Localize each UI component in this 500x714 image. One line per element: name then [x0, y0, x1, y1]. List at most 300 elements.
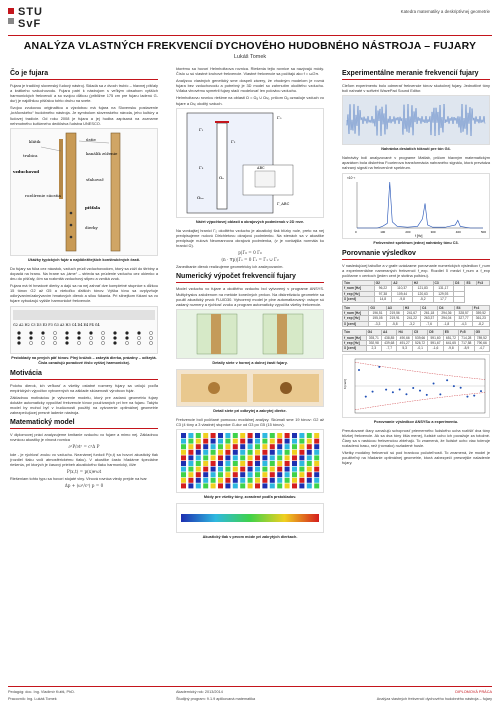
table-cell: -4,7 — [474, 346, 489, 351]
mode-cell — [181, 467, 186, 472]
spectrum-chart — [342, 173, 490, 239]
mode-cell — [277, 456, 282, 461]
mode-cell — [277, 478, 282, 483]
mode-cell — [211, 456, 216, 461]
table-header-cell: C4 — [421, 305, 438, 310]
poster-title: ANALÝZA VLASTNÝCH FREKVENCIÍ DYCHOVÉHO HUDOBNÉHO NÁSTROJA – FUJARY — [23, 40, 477, 52]
mode-cell — [255, 450, 260, 455]
mode-cell — [307, 472, 312, 477]
paragraph: Základnou motiváciou je vytvorenie modelu, ktorý pre zadanú geometriu fujary dokáže automaticky vypočítať frekvencie tónov používaných pri hre na fujaru. Takýto model by mohol byť v budúcnosti použitý na vytvorenie optimálnej geometrie zabezpečujúcej presné ladenie nástroja. — [10, 394, 158, 416]
table-cell: -3,3 — [369, 321, 386, 326]
mode-cell — [314, 484, 319, 489]
table-cell: 490,66 — [397, 335, 412, 340]
table-cell: 294,04 — [438, 316, 455, 321]
logo-square-1 — [8, 8, 14, 14]
mode-cell — [262, 444, 267, 449]
mode-cell — [240, 444, 245, 449]
mode-cell — [188, 433, 193, 438]
paragraph: Model vzduchu vo fujare a okolitého vzduchu bol vytvorený v programe ANSYS. Multiphysics založenom na metóde konečných prvkov. Na diskretizáciu geometrie sa použil akustický prvok FLUID30. Vytvorený model je plne automatizovaný: vstupe sú zadaný rozmery a rýchlosť zvuku a program automaticky vypočíta všetky frekvencie. — [176, 286, 324, 307]
label-gamma1: Γ₁ — [199, 126, 204, 132]
mode-cell — [248, 472, 253, 477]
mode-cell — [292, 433, 297, 438]
table-cell: 5,3 — [397, 346, 412, 351]
table-cell: 261,18 — [421, 310, 438, 315]
paragraph: Riešeniam tohto typu sa hovorí stojaté vlny. Vlnová rovnica vtedy prejde na tvar — [10, 475, 147, 481]
table-header-cell: G4 — [366, 330, 381, 335]
mode-cell — [233, 467, 238, 472]
table-cell: 651,72 — [443, 335, 458, 340]
table-cell: -1,6 — [428, 346, 443, 351]
mode-cell — [299, 439, 304, 444]
data-point — [433, 382, 435, 384]
table-cell — [454, 297, 465, 302]
mode-cell — [270, 439, 275, 444]
author: Lukáš Tomek — [233, 54, 267, 60]
paragraph: V diplomovej práci analyzujeme kmitanie vzduchu vo fujare a mimo nej. Základnou rovnicou akustiky je vlnová rovnica — [10, 432, 158, 443]
mode-cell — [307, 433, 312, 438]
table-header-cell: E5 — [443, 330, 458, 335]
mode-cell — [240, 450, 245, 455]
comparison-svg — [343, 355, 489, 417]
mode-cell — [314, 478, 319, 483]
table-row — [343, 346, 490, 351]
table-cell: 96,22 — [374, 286, 392, 291]
footer-program: Študijný program: 9.1.9 aplikovaná matematika — [176, 697, 256, 701]
data-point — [446, 379, 448, 381]
data-point — [358, 369, 360, 371]
paragraph: Svojou zvukovou originalitou a výzdobou má fujara na Slovensku postavenie „kráľovského“ hudobného nástroja. Je symbolom slovenského národa, jeho kultúry a ľudovej tradície. Od roku 2008 je fujara a jej hudba zapísaná na zozname nehmotného kultúrneho dedičstva ľudstva UNESCO. — [10, 105, 158, 126]
mode-cell — [188, 467, 193, 472]
mode-cell — [314, 467, 319, 472]
logo-line-1: STU — [18, 6, 43, 18]
label-rozsirenie: rozšírenie súostia — [25, 192, 61, 198]
mode-cell — [255, 461, 260, 466]
table-cell: δ [cent] — [343, 297, 375, 302]
mode-cell — [211, 478, 216, 483]
table-cell: 439,68 — [382, 341, 397, 346]
mode-cell — [277, 439, 282, 444]
spectrum-line — [357, 182, 483, 228]
mode-cell — [255, 439, 260, 444]
data-point — [412, 387, 414, 389]
mode-cell — [188, 472, 193, 477]
recording-figure — [342, 95, 490, 145]
pressure-image — [177, 504, 323, 532]
label-gamma2: Γ₂ — [231, 138, 236, 144]
label-abc: ABC — [257, 165, 265, 170]
caption: Prstoklady na prvých päť tónov. Plný krúžok – zakrytá dierka, prázdny – odkrytá. Čísla označujú poradové číslo vyššej harmonickej. — [11, 355, 157, 365]
mode-cell — [270, 467, 275, 472]
mode-cell — [262, 456, 267, 461]
heading-porovnanie: Porovnanie výsledkov — [342, 249, 490, 260]
table-cell: -8,2 — [472, 321, 489, 326]
mode-cell — [225, 461, 230, 466]
mode-cell — [203, 439, 208, 444]
caption: Ukážky typických fujár a najdôležitejších konštrukčných častí. — [27, 257, 141, 262]
table-header-cell: D3 — [454, 280, 465, 285]
mode-cell — [277, 461, 282, 466]
mode-cell — [196, 450, 201, 455]
mode-cell — [270, 433, 275, 438]
table-cell: 109,44 — [392, 291, 413, 296]
table-cell: -7,6 — [421, 321, 438, 326]
data-point — [473, 394, 475, 396]
data-point — [466, 395, 468, 397]
caption: Nahrávka desiatich tóknutí pre tón G4. — [381, 147, 451, 152]
data-point — [372, 390, 374, 392]
heading-motivacia: Motivácia — [10, 369, 158, 380]
mode-cell — [203, 444, 208, 449]
mode-cell — [181, 444, 186, 449]
mode-cell — [248, 478, 253, 483]
mode-cell — [225, 484, 230, 489]
logo-line-2: SvF — [18, 18, 42, 30]
mode-cell — [270, 444, 275, 449]
mode-cell — [299, 456, 304, 461]
results-table-1 — [342, 280, 490, 303]
mode-cell — [218, 444, 223, 449]
mode-cell — [285, 450, 290, 455]
mode-cell — [255, 444, 260, 449]
mode-cell — [262, 472, 267, 477]
waveform-image — [343, 96, 489, 144]
mode-cell — [299, 467, 304, 472]
table-header-cell: H2 — [412, 280, 433, 285]
paragraph: Fujara má tri hmatové dierky a dajú sa na nej zahrať dve kompletné stupnice s dĺžkou 15 tónov G2 až G5 a niekoľko ďalších tónov. Výška tónu sa ovplyvňuje odkrývaním/zakrývaním hmatových dierok a silou fúkania. Pri silnejšom fúkaní sa vo fujare vybudzujú vyššie harmonické frekvencie. — [10, 283, 158, 304]
table-cell: 789,52 — [474, 335, 489, 340]
table-cell: 129,93 — [433, 291, 454, 296]
mode-cell — [292, 444, 297, 449]
data-point — [426, 394, 428, 396]
lower-threshold-line — [355, 392, 485, 409]
mode-cell — [277, 450, 282, 455]
paragraph: Do fujary sa fúka cez náustok, vzduch prúdi vzduchovodom, ktorý sa zúži do štrbiny a dopadá na hranu. Na hrane sa „láme“ – strieda sa prúdenie vzduchu cez okienko a dnu do píšťaly, čím sa rozkmitá vzduchový stĺpec a vzniká zvuk. — [10, 265, 158, 282]
table-cell: 328,57 — [455, 310, 472, 315]
label-stahovac: sťahovač — [86, 176, 104, 182]
mode-cell — [225, 439, 230, 444]
mode-cell — [277, 484, 282, 489]
mode-cell — [218, 433, 223, 438]
mode-cell — [248, 444, 253, 449]
mode-cell — [188, 439, 193, 444]
table-header-cell: Tón — [343, 330, 367, 335]
mode-cell — [181, 461, 186, 466]
table-cell: f_exp [Hz] — [343, 291, 375, 296]
label-kanalik: kanálik zúženie — [86, 150, 118, 156]
mode-cell — [255, 456, 260, 461]
table-header-cell: G3 — [369, 305, 386, 310]
mode-cell — [248, 439, 253, 444]
mesh-holes-figure — [176, 369, 324, 407]
table-cell: -3,2 — [403, 321, 420, 326]
label-omega-a: Ωₐ — [219, 174, 224, 180]
heading-numericky-vypocet: Numerický výpočet frekvencií fujary — [176, 272, 324, 283]
mode-cell — [203, 461, 208, 466]
caption: Detaily siete v hornej a dolnej časti fujary. — [212, 360, 288, 365]
table-header-cell: C3 — [433, 280, 454, 285]
table-cell: 491,27 — [397, 341, 412, 346]
mode-cell — [314, 444, 319, 449]
mode-cell — [262, 461, 267, 466]
mode-cell — [211, 461, 216, 466]
table-cell: 17,7 — [433, 297, 454, 302]
mode-cell — [203, 467, 208, 472]
mode-cell — [218, 484, 223, 489]
mode-cell — [218, 439, 223, 444]
mode-cell — [307, 450, 312, 455]
table-cell: f_num [Hz] — [343, 286, 375, 291]
mode-cell — [233, 484, 238, 489]
mode-cell — [211, 450, 216, 455]
fujara-parts-figure — [10, 128, 158, 256]
table-cell: 393,71 — [366, 335, 381, 340]
mode-cell — [240, 478, 245, 483]
mode-cell — [218, 467, 223, 472]
table-header-cell: A2 — [392, 280, 413, 285]
mode-cell — [262, 467, 267, 472]
heading-experiment: Experimentálne meranie frekvencií fujary — [342, 69, 490, 80]
mode-cell — [285, 478, 290, 483]
mode-cell — [188, 444, 193, 449]
results-table-2 — [342, 305, 490, 328]
table-cell: -5,2 — [412, 297, 433, 302]
caption: Detail siete pri odkrytej a zakrytej dierke. — [213, 408, 287, 413]
paragraph: Frekvencie boli počítané pomocou modálnej analýzy. Skúmali sme 19 tónov: G2 až C3 (4 tóny a 3 vlastné) stupnice G-dur od G3 po G5 (15 tónov). — [176, 416, 324, 428]
spectrum-svg — [343, 174, 489, 238]
footer-rule — [8, 686, 492, 687]
paragraph: kde - je rýchlosť zvuku vo vzduchu. Neznámej funkcii P(x,t) sa hovorí akustický tlak (rozdiel tlaku voči atmosférickému tlaku). V akustike často hľadáme špeciálne riešenia, pri ktorých je časový priebeh akustického tlaku harmonický, čiže — [10, 451, 158, 467]
table-cell: δ [cent] — [343, 321, 369, 326]
logo-square-2 — [8, 18, 14, 24]
mode-cell — [225, 478, 230, 483]
table-cell: 591,67 — [428, 341, 443, 346]
data-point — [419, 389, 421, 391]
mode-cell — [248, 484, 253, 489]
data-point — [439, 393, 441, 395]
spectrum-xlabel: f [Hz] — [415, 233, 423, 238]
mode-cell — [233, 472, 238, 477]
mode-cell — [196, 439, 201, 444]
equation-harmonic: P(x,t) = p(x)eⁱωt — [66, 468, 102, 474]
mode-cell — [211, 467, 216, 472]
mode-cell — [196, 484, 201, 489]
table-header-cell: D5 — [428, 330, 443, 335]
heading-matematicky-model: Matematický model — [10, 418, 158, 429]
mode-cell — [292, 461, 297, 466]
mode-cell — [196, 456, 201, 461]
data-point — [453, 385, 455, 387]
paragraph: Polohu dierok, ich veľkosť a všetky ostatné rozmery fujary sa určujú podľa empirických výpočtov vytvorených na základe skúseností výrobcov fujár. — [10, 382, 158, 393]
paragraph: Na vonkajšej hranici Γ₀ okolitého vzduchu je akustický tlak blízky nule, preto na nej predpisujeme nulovú Dirichletovu okrajovú podmienku. Na stenách sa v akustike predpisuje nulová Neumannova okrajová podmienka, (v je vonkajšia normála ku hranici Ω). — [176, 227, 324, 249]
mode-cell — [203, 450, 208, 455]
table-cell: 327,77 — [455, 316, 472, 321]
mode-cell — [262, 439, 267, 444]
mode-cell — [225, 450, 230, 455]
mode-cell — [240, 461, 245, 466]
mode-cell — [277, 433, 282, 438]
label-ustie: ústie — [86, 136, 96, 142]
data-point — [385, 388, 387, 390]
mode-cell — [292, 467, 297, 472]
paragraph: Cieľom experimentu bolo odmerať frekvencie tónov skutočnej fujary. Jednotlivé tóny boli nahraté v softvéri WavePad Sound Editor. — [342, 83, 490, 94]
mode-cell — [277, 444, 282, 449]
mode-cell — [255, 467, 260, 472]
table-cell: -7,7 — [382, 346, 397, 351]
mode-cell — [240, 472, 245, 477]
table-cell: f_exp [Hz] — [343, 316, 369, 321]
equation-wave: ∂²P/∂t² = c²Δ P — [68, 444, 100, 450]
caption: Akustický tlak v prvom móde pri zakrytých dierkach. — [202, 535, 298, 540]
heading-co-je-fujara: Čo je fujara — [10, 69, 158, 80]
table-cell: 438,85 — [382, 335, 397, 340]
mode-cell — [270, 484, 275, 489]
mode-cell — [181, 433, 186, 438]
pressure-figure — [176, 503, 324, 533]
label-gamma-abc: Γ_ABC — [277, 201, 290, 206]
mode-cell — [255, 478, 260, 483]
mode-cell — [181, 456, 186, 461]
mode-cell — [314, 450, 319, 455]
table-cell: -5,8 — [386, 321, 403, 326]
mode-cell — [299, 450, 304, 455]
table-cell: 294,36 — [438, 310, 455, 315]
mode-cell — [248, 467, 253, 472]
header-rule — [8, 35, 492, 36]
label-vzduchovod: vzduchovod — [13, 168, 40, 174]
mode-cell — [181, 484, 186, 489]
mode-cell — [188, 456, 193, 461]
mode-cell — [181, 478, 186, 483]
mode-cell — [314, 439, 319, 444]
mode-cell — [307, 461, 312, 466]
table-header-cell: F♯5 — [459, 330, 474, 335]
department: Katedra matematiky a deskriptívnej geometrie — [400, 9, 490, 14]
results-table-3 — [342, 329, 490, 352]
mode-cell — [270, 461, 275, 466]
mode-cell — [240, 456, 245, 461]
paragraph: Prerušované čiary označujú schopnosť priemerného ľudského ucha rozlíšiť dva tóny blízkej frekvencie. Ak sa dva tóny líšia menej, ľudské ucho ich považuje za totožné. Čiary sa s rastúcou frekvenciou zbiehajú. To znamená, že ľudské ucho viac toleruje rozladenú basu, než (rovnako) rozladené husle. — [342, 427, 490, 449]
table-cell: -9,8 — [392, 297, 413, 302]
mesh-image-2 — [177, 370, 323, 406]
mode-cell — [218, 478, 223, 483]
mode-cell — [314, 456, 319, 461]
mode-cell — [181, 472, 186, 477]
table-cell: 14,8 — [374, 297, 392, 302]
label-gamma3: Γ₃ — [199, 164, 204, 170]
mode-cell — [270, 450, 275, 455]
caption: Náčrt výpočtovej oblasti a okrajových podmienok v 2D reze. — [195, 219, 305, 224]
table-cell: f_num [Hz] — [343, 310, 369, 315]
table-cell: 539,66 — [412, 335, 427, 340]
mode-cell — [188, 450, 193, 455]
column-2 — [176, 66, 324, 543]
column-3 — [342, 66, 490, 468]
mode-cell — [262, 433, 267, 438]
mode-cell — [233, 444, 238, 449]
mode-cell — [218, 456, 223, 461]
mode-cell — [218, 472, 223, 477]
mode-cell — [262, 478, 267, 483]
mode-cell — [314, 461, 319, 466]
table-cell: 97,38 — [374, 291, 392, 296]
mode-cell — [299, 484, 304, 489]
caption: Porovnanie výsledkov ANSYSu a experimentu. — [373, 419, 459, 424]
table-cell: 392,98 — [366, 341, 381, 346]
mode-cell — [218, 450, 223, 455]
table-cell: -0,1 — [412, 346, 427, 351]
mode-cell — [299, 472, 304, 477]
table-header-cell: F♯3 — [476, 280, 489, 285]
table-header-cell: E3 — [465, 280, 476, 285]
mode-cell — [203, 456, 208, 461]
data-point — [460, 387, 462, 389]
mode-cell — [285, 472, 290, 477]
fujara-drawing — [11, 129, 157, 255]
mode-cell — [277, 472, 282, 477]
mode-cell — [211, 433, 216, 438]
note-names: G2 A2 H2 C3 D3 E3 F3 G3 A3 H3 C4 D4 E4 F4 G4 — [13, 322, 100, 327]
mode-cell — [240, 484, 245, 489]
mode-cell — [285, 444, 290, 449]
mode-cell — [181, 450, 186, 455]
label-pistala: píšťala — [85, 204, 101, 210]
mode-cell — [196, 444, 201, 449]
mode-cell — [196, 433, 201, 438]
mode-cell — [299, 478, 304, 483]
table-cell: 526,72 — [412, 341, 427, 346]
mode-cell — [233, 450, 238, 455]
table-cell: 120,63 — [412, 291, 433, 296]
table-header-cell: E4 — [455, 305, 472, 310]
mode-cell — [233, 478, 238, 483]
mode-cell — [248, 456, 253, 461]
mode-cell — [240, 433, 245, 438]
table-header-cell: Tón — [343, 280, 375, 285]
table-cell: -8,9 — [459, 346, 474, 351]
caption: Frekvenčné spektrum jednej nahrávky tónu C3. — [373, 240, 459, 245]
mode-cell — [307, 467, 312, 472]
table-cell: 241,67 — [403, 310, 420, 315]
label-klatik: klátik — [29, 138, 41, 144]
mode-cell — [233, 433, 238, 438]
mode-cell — [225, 444, 230, 449]
mode-cell — [292, 478, 297, 483]
mode-cell — [233, 439, 238, 444]
x-tick-label: 400 — [455, 229, 461, 234]
mode-cell — [203, 472, 208, 477]
table-cell: f_num [Hz] — [343, 335, 367, 340]
footer-consultant: Pracovník: Ing. Lukáš Tomek — [8, 697, 57, 701]
table-cell: -4,3 — [455, 321, 472, 326]
mode-cell — [299, 444, 304, 449]
mode-cell — [285, 439, 290, 444]
paragraph: Analýzou vlastných genetický sme dospeli závery, že vhodným modelom je rovná fujara bez vzduchovodu a potrebný je 3D model so zahrnutím okolitého vzduchu. Vďaka vlnovému symetrii fujary stačí modelovať len polovicu vzduchu. — [176, 78, 324, 94]
mode-cell — [211, 472, 216, 477]
mode-cell — [225, 456, 230, 461]
table-cell: -9,8 — [443, 346, 458, 351]
mode-cell — [240, 439, 245, 444]
comparison-chart — [342, 354, 490, 418]
data-point — [392, 391, 394, 393]
paragraph: Zanedbanie dierok realizujeme geometricky ich zaslepovaním. — [176, 264, 284, 270]
mode-cell — [285, 467, 290, 472]
mode-cell — [285, 484, 290, 489]
mode-cell — [307, 456, 312, 461]
label-dierky: dierky — [85, 224, 98, 230]
mode-cell — [211, 484, 216, 489]
table-cell: -1,8 — [438, 321, 455, 326]
table-cell: 790,66 — [474, 341, 489, 346]
